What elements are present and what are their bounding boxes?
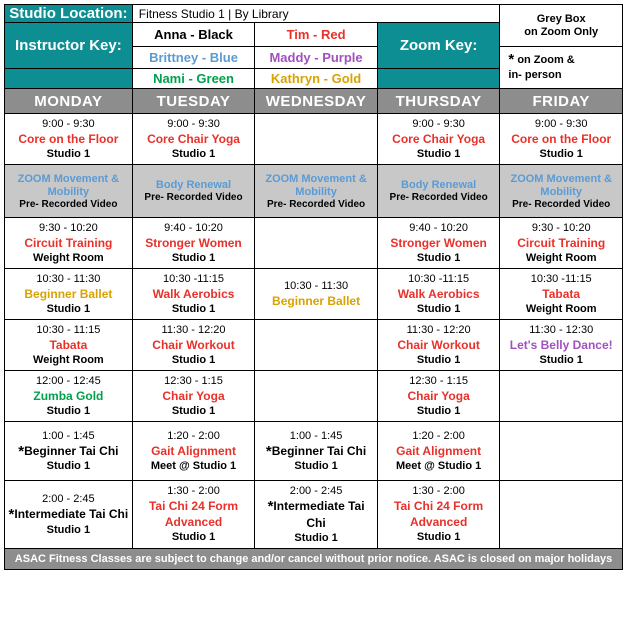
class-name: Let's Belly Dance! [509, 338, 613, 352]
class-location: Studio 1 [416, 303, 461, 315]
class-time: 9:00 - 9:30 [42, 118, 95, 130]
class-cell-empty [255, 114, 378, 165]
class-name: Core Chair Yoga [392, 132, 486, 146]
studio-location-value: Fitness Studio 1 | By Library [132, 5, 500, 23]
schedule-table [4, 4, 623, 570]
class-location: Studio 1 [416, 531, 461, 544]
class-cell-empty [255, 218, 378, 269]
instructor-brittney: Brittney - Blue [132, 47, 255, 69]
class-location: Studio 1 [171, 148, 216, 160]
class-cell[interactable] [132, 114, 255, 165]
zoom-note-text: Pre- Recorded Video [19, 198, 118, 210]
asterisk-icon: * [8, 505, 15, 523]
class-time: 9:40 - 10:20 [409, 222, 468, 234]
class-name: Chair Yoga [407, 389, 470, 403]
class-time: 10:30 -11:15 [530, 273, 592, 285]
class-row [5, 371, 623, 422]
zoom-key-label: Zoom Key: [377, 23, 500, 69]
class-name: Circuit Training [24, 236, 113, 250]
class-location: Studio 1 [46, 523, 91, 536]
zoom-class-name: Body Renewal [401, 179, 477, 191]
class-name: Chair Workout [397, 338, 480, 352]
class-cell[interactable] [5, 371, 133, 422]
class-location: Studio 1 [539, 354, 583, 366]
class-cell[interactable] [377, 269, 500, 320]
class-cell[interactable] [132, 269, 255, 320]
class-name: Beginner Tai Chi [271, 443, 367, 458]
class-row [5, 114, 623, 165]
class-location: Studio 1 [46, 460, 91, 473]
class-name: Beginner Tai Chi [24, 443, 119, 458]
class-cell[interactable] [377, 481, 500, 549]
asterisk-icon: * [265, 442, 272, 460]
class-time: 2:00 - 2:45 [42, 493, 95, 505]
zoom-note-line1: on Zoom & [517, 54, 575, 67]
class-row [5, 320, 623, 371]
class-location: Studio 1 [171, 405, 216, 417]
zoom-note-text: Pre- Recorded Video [389, 192, 488, 203]
class-time: 9:30 - 10:20 [39, 222, 98, 234]
instructor-kathryn: Kathryn - Gold [255, 69, 378, 89]
class-location: Studio 1 [46, 405, 91, 417]
class-time: 11:30 - 12:20 [161, 324, 226, 336]
footer-note: ASAC Fitness Classes are subject to change and/or cancel without prior notice. ASAC is closed on major holidays [5, 548, 623, 569]
class-row [5, 481, 623, 549]
zoom-class-name: ZOOM Movement & Mobility [510, 172, 612, 198]
class-name: Intermediate Tai Chi [273, 499, 365, 530]
class-time: 9:00 - 9:30 [412, 118, 465, 130]
class-name: Walk Aerobics [152, 287, 235, 301]
class-location: Weight Room [33, 252, 104, 264]
class-name: Stronger Women [145, 236, 242, 250]
class-location: Studio 1 [416, 354, 461, 366]
grey-box-note-line2: on Zoom Only [524, 25, 599, 38]
class-name: Core Chair Yoga [147, 132, 240, 146]
class-cell[interactable] [377, 320, 500, 371]
zoom-class-name: Body Renewal [155, 179, 232, 191]
class-time: 10:30 -11:15 [163, 273, 224, 285]
grey-box-note [500, 5, 623, 47]
class-name: Chair Workout [152, 338, 235, 352]
day-header-row [5, 89, 623, 114]
studio-location-label: Studio Location: [5, 5, 133, 23]
class-location: Studio 1 [171, 252, 216, 264]
zoom-cell[interactable] [377, 165, 500, 218]
class-cell[interactable] [5, 114, 133, 165]
day-header-monday: MONDAY [5, 89, 133, 114]
class-time: 12:00 - 12:45 [35, 375, 101, 387]
class-location: Weight Room [525, 252, 597, 264]
class-time: 9:00 - 9:30 [534, 118, 588, 130]
day-header-tuesday: TUESDAY [132, 89, 255, 114]
asterisk-icon: * [267, 497, 274, 515]
class-name: Tai Chi 24 Form Advanced [148, 499, 239, 530]
class-cell-empty [500, 371, 623, 422]
grey-box-note-line1: Grey Box [536, 12, 586, 25]
day-header-wednesday: WEDNESDAY [255, 89, 378, 114]
class-name: Core on the Floor [511, 132, 612, 146]
class-location: Weight Room [525, 303, 597, 315]
class-name: Gait Alignment [396, 444, 482, 458]
class-location: Meet @ Studio 1 [150, 460, 237, 472]
instructor-maddy: Maddy - Purple [255, 47, 378, 69]
footer-row [5, 548, 623, 569]
class-row [5, 422, 623, 481]
class-cell[interactable] [377, 371, 500, 422]
class-time: 1:30 - 2:00 [167, 485, 220, 498]
class-location: Studio 1 [416, 405, 461, 417]
instructor-anna: Anna - Black [132, 23, 255, 47]
class-row [5, 218, 623, 269]
class-time: 11:30 - 12:20 [406, 324, 471, 336]
class-cell[interactable] [377, 218, 500, 269]
class-name: Beginner Ballet [24, 287, 113, 301]
class-location: Studio 1 [416, 252, 461, 264]
class-cell[interactable] [132, 320, 255, 371]
class-row [5, 269, 623, 320]
class-cell[interactable] [255, 269, 378, 320]
class-cell[interactable] [377, 422, 500, 481]
class-cell-empty [500, 481, 623, 549]
class-location: Studio 1 [171, 354, 216, 366]
zoom-cell[interactable] [132, 165, 255, 218]
class-cell-empty [500, 422, 623, 481]
zoom-class-name: ZOOM Movement & Mobility [265, 172, 367, 198]
class-name: Beginner Ballet [272, 294, 361, 308]
asterisk-icon: * [508, 51, 515, 69]
class-cell[interactable] [132, 218, 255, 269]
zoom-note [500, 47, 623, 89]
class-cell[interactable] [500, 114, 623, 165]
zoom-note-text: Pre- Recorded Video [144, 192, 243, 203]
class-time: 1:20 - 2:00 [167, 430, 220, 442]
class-cell[interactable] [255, 422, 378, 481]
class-name: Gait Alignment [151, 444, 236, 458]
zoom-note-text: Pre- Recorded Video [512, 198, 611, 210]
class-cell[interactable] [5, 218, 133, 269]
class-time: 9:40 - 10:20 [164, 222, 223, 234]
class-name: Tabata [49, 338, 88, 352]
class-time: 1:20 - 2:00 [412, 430, 465, 442]
class-time: 1:30 - 2:00 [412, 485, 465, 498]
class-location: Studio 1 [171, 531, 216, 544]
class-name: Circuit Training [517, 236, 606, 250]
instructor-key-label-spacer [5, 69, 133, 89]
instructor-nami: Nami - Green [132, 69, 255, 89]
zoom-class-name: ZOOM Movement & Mobility [17, 172, 120, 198]
class-name: Chair Yoga [162, 389, 225, 403]
class-time: 10:30 - 11:30 [36, 273, 101, 285]
class-cell[interactable] [500, 320, 623, 371]
class-location: Studio 1 [416, 148, 461, 160]
class-cell[interactable] [5, 422, 133, 481]
class-time: 9:00 - 9:30 [167, 118, 220, 130]
class-time: 10:30 -11:15 [408, 273, 470, 285]
class-cell[interactable] [5, 481, 133, 549]
class-location: Studio 1 [46, 148, 91, 160]
class-location: Studio 1 [46, 303, 91, 315]
class-cell-empty [255, 371, 378, 422]
zoom-note-text: Pre- Recorded Video [266, 198, 366, 210]
class-location: Studio 1 [294, 460, 338, 473]
instructor-tim: Tim - Red [255, 23, 378, 47]
zoom-cell[interactable] [500, 165, 623, 218]
class-location: Studio 1 [171, 303, 216, 315]
class-name: Tabata [542, 287, 581, 301]
class-cell-empty [255, 320, 378, 371]
day-header-friday: FRIDAY [500, 89, 623, 114]
class-cell[interactable] [132, 481, 255, 549]
class-location: Studio 1 [294, 531, 338, 544]
class-cell[interactable] [377, 114, 500, 165]
class-cell[interactable] [5, 320, 133, 371]
class-cell[interactable] [132, 371, 255, 422]
class-time: 11:30 - 12:30 [529, 324, 594, 336]
class-name: Stronger Women [390, 236, 487, 250]
class-cell[interactable] [500, 218, 623, 269]
class-name: Tai Chi 24 Form Advanced [394, 499, 484, 530]
zoom-cell[interactable] [255, 165, 378, 218]
class-cell[interactable] [255, 481, 378, 549]
class-time: 10:30 - 11:15 [36, 324, 101, 336]
class-location: Weight Room [33, 354, 104, 366]
zoom-key-spacer [377, 69, 500, 89]
class-time: 12:30 - 1:15 [164, 375, 223, 387]
zoom-row [5, 165, 623, 218]
class-time: 12:30 - 1:15 [409, 375, 468, 387]
asterisk-icon: * [18, 442, 25, 460]
zoom-note-line2: in- person [508, 68, 562, 81]
class-time: 9:30 - 10:20 [531, 222, 591, 234]
class-name: Zumba Gold [33, 389, 104, 403]
class-cell[interactable] [132, 422, 255, 481]
class-time: 1:00 - 1:45 [289, 429, 343, 442]
class-location: Studio 1 [539, 148, 583, 160]
day-header-thursday: THURSDAY [377, 89, 500, 114]
zoom-cell[interactable] [5, 165, 133, 218]
class-location: Meet @ Studio 1 [395, 460, 482, 472]
class-name: Core on the Floor [18, 132, 119, 146]
class-time: 2:00 - 2:45 [289, 485, 343, 497]
class-cell[interactable] [500, 269, 623, 320]
class-name: Walk Aerobics [397, 287, 480, 301]
class-name: Intermediate Tai Chi [14, 507, 129, 521]
class-time: 10:30 - 11:30 [284, 280, 349, 292]
instructor-key-label: Instructor Key: [5, 23, 133, 69]
studio-location-row [5, 5, 623, 23]
class-time: 1:00 - 1:45 [42, 429, 95, 442]
class-cell[interactable] [5, 269, 133, 320]
